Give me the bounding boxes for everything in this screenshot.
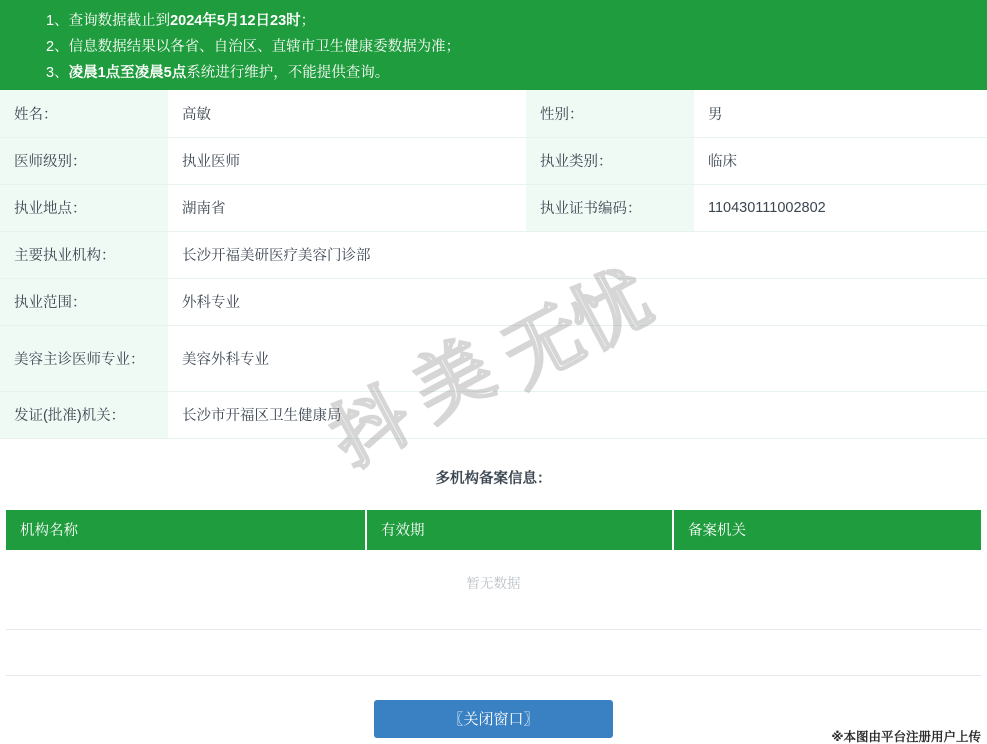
column-header-validity: 有效期 — [366, 510, 673, 550]
label-practice-location: 执业地点： — [0, 184, 168, 231]
table-row — [0, 325, 987, 391]
label-gender: 性别： — [526, 90, 694, 137]
notice-item-1-number: 1、 — [46, 13, 69, 29]
records-section-title: 多机构备案信息： — [0, 439, 987, 510]
notice-list — [0, 8, 987, 86]
label-issuing-authority: 发证(批准)机关： — [0, 391, 168, 438]
notice-item-1-pre: 查询数据截止到 — [68, 13, 171, 29]
label-name: 姓名： — [0, 90, 168, 137]
label-doctor-level: 医师级别： — [0, 137, 168, 184]
records-spacer-cell — [6, 630, 981, 676]
notice-item-1-post: ； — [300, 13, 316, 29]
notice-item-2-pre: 信息数据结果以各省、自治区、直辖市卫生健康委数据为准； — [68, 39, 461, 55]
notice-item-1 — [0, 8, 987, 34]
table-row — [0, 137, 987, 184]
table-row — [0, 90, 987, 137]
label-practice-category: 执业类别： — [526, 137, 694, 184]
value-doctor-level: 执业医师 — [168, 137, 526, 184]
column-header-institution-name: 机构名称 — [6, 510, 366, 550]
label-practice-scope: 执业范围： — [0, 278, 168, 325]
records-empty-text: 暂无数据 — [6, 550, 981, 630]
table-row — [0, 184, 987, 231]
notice-item-3-number: 3、 — [46, 65, 69, 81]
value-main-institution: 长沙开福美研医疗美容门诊部 — [168, 231, 987, 278]
table-row — [0, 231, 987, 278]
value-gender: 男 — [694, 90, 987, 137]
records-spacer-row — [6, 630, 981, 676]
column-header-filing-authority: 备案机关 — [673, 510, 981, 550]
value-issuing-authority: 长沙市开福区卫生健康局 — [168, 391, 987, 438]
notice-item-1-bold: 2024年5月12日23时 — [170, 13, 301, 29]
value-name: 高敏 — [168, 90, 526, 137]
doctor-info-table — [0, 90, 987, 439]
notice-banner — [0, 0, 987, 90]
notice-item-2 — [0, 34, 987, 60]
label-cosmetic-specialty: 美容主诊医师专业： — [0, 325, 168, 391]
notice-item-2-number: 2、 — [46, 39, 69, 55]
records-empty-row — [6, 550, 981, 630]
label-license-number: 执业证书编码： — [526, 184, 694, 231]
records-header-row — [6, 510, 981, 550]
value-cosmetic-specialty: 美容外科专业 — [168, 325, 987, 391]
value-practice-category: 临床 — [694, 137, 987, 184]
table-row — [0, 391, 987, 438]
table-row — [0, 278, 987, 325]
label-main-institution: 主要执业机构： — [0, 231, 168, 278]
value-practice-location: 湖南省 — [168, 184, 526, 231]
value-practice-scope: 外科专业 — [168, 278, 987, 325]
records-table — [6, 510, 981, 677]
value-license-number: 110430111002802 — [694, 184, 987, 231]
upload-credit-text: ※本图由平台注册用户上传 — [831, 730, 981, 744]
close-window-button[interactable]: 〖关闭窗口〗 — [374, 700, 613, 738]
notice-item-3-post: 系统进行维护，不能提供查询。 — [186, 65, 390, 81]
notice-item-3 — [0, 60, 987, 86]
notice-item-3-bold: 凌晨1点至凌晨5点 — [68, 65, 187, 81]
